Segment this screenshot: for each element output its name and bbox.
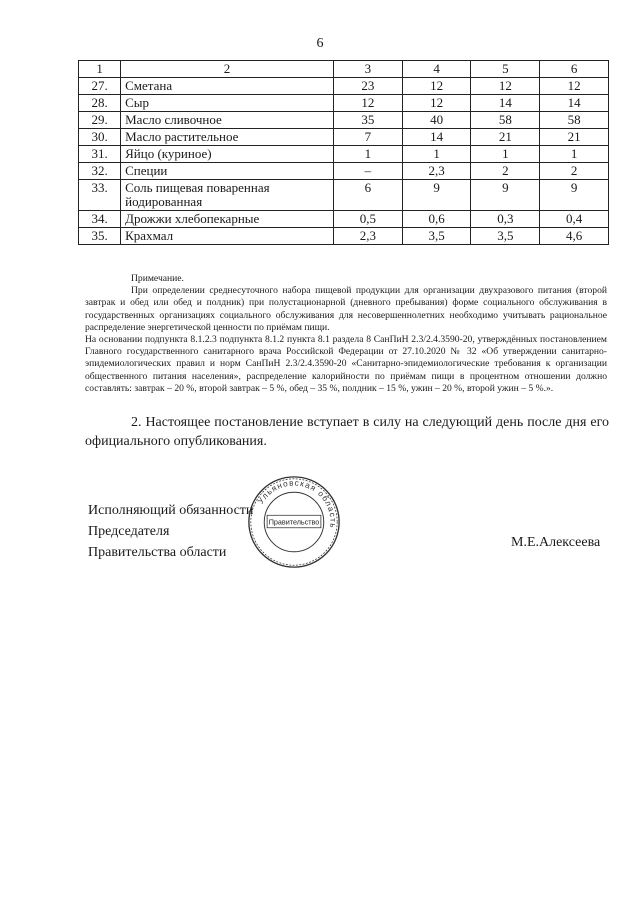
product-name-cell: Сметана [121,78,334,95]
norm-value-cell: 35 [333,112,402,129]
norm-value-cell: 40 [402,112,471,129]
table-row [79,112,609,129]
note-label: Примечание. [131,273,184,284]
table-row [79,129,609,146]
norm-value-cell: 14 [402,129,471,146]
norm-value-cell: 21 [540,129,609,146]
norm-value-cell: 3,5 [471,228,540,245]
official-seal [246,474,342,570]
norm-value-cell: 0,4 [540,211,609,228]
table-row [79,146,609,163]
norm-value-cell: 7 [333,129,402,146]
product-name-cell: Дрожжи хлебопекарные [121,211,334,228]
norm-value-cell: 14 [540,95,609,112]
norm-value-cell: 4,6 [540,228,609,245]
norm-value-cell: 58 [471,112,540,129]
signatory-line-1: Исполняющий обязанности [88,503,254,518]
norm-value-cell: 3,5 [402,228,471,245]
norm-value-cell: 14 [471,95,540,112]
food-norms-table [78,60,609,245]
row-number-cell: 31. [79,146,121,163]
signatory-line-3: Правительства области [88,545,227,560]
norm-value-cell: 9 [402,180,471,211]
norm-value-cell: 1 [471,146,540,163]
table-row [79,211,609,228]
row-number-cell: 33. [79,180,121,211]
table-row [79,180,609,211]
note-paragraph-2: На основании подпункта 8.1.2.3 подпункта 8.1.2 пункта 8.1 раздела 8 СанПиН 2.3/2.4.3590-20, утверждённых постановлением Главного государственного санитарного врача Российской Федерации от 27.10.2020 № 32 «Об утверждении санитарно-эпидемиологических правил и норм СанПиН 2.3/2.4.3590-20 «Санитарно-эпидемиологические требования к организации общественного питания населения», распределение калорийности по приёмам пищи в процентном отношении должно составлять: завтрак – 20 %, второй завтрак – 5 %, обед – 35 %, полдник – 15 %, ужин – 20 %, второй ужин – 5 %.». [85,334,607,394]
table-header-row [79,61,609,78]
product-name-cell: Соль пищевая поваренная йодированная [121,180,334,211]
row-number-cell: 30. [79,129,121,146]
norm-value-cell: 1 [402,146,471,163]
row-number-cell: 28. [79,95,121,112]
column-number-header: 2 [121,61,334,78]
page-number: 6 [316,36,324,51]
seal-ring-text: Ульяновская область [256,478,338,530]
table-row [79,228,609,245]
table-row [79,95,609,112]
norm-value-cell: 2 [540,163,609,180]
norm-value-cell: 2,3 [333,228,402,245]
norm-value-cell: 2,3 [402,163,471,180]
table-row [79,78,609,95]
signatory-name: М.Е.Алексеева [511,535,601,550]
row-number-cell: 27. [79,78,121,95]
signatory-line-2: Председателя [88,524,170,539]
norm-value-cell: 9 [540,180,609,211]
row-number-cell: 32. [79,163,121,180]
note-paragraph-1: При определении среднесуточного набора пищевой продукции для организации двухразового питания (второй завтрак и обед или обед и полдник) при полустационарной (дневного пребывания) форме социального обслуживания в государственных организациях социального обслуживания для несовершеннолетних необходимо учитывать рациональное распределение энергетической ценности по приёмам пищи. [85,285,607,333]
product-name-cell: Масло сливочное [121,112,334,129]
norm-value-cell: 1 [540,146,609,163]
column-number-header: 3 [333,61,402,78]
norm-value-cell: 6 [333,180,402,211]
norm-value-cell: 12 [402,78,471,95]
norm-value-cell: 9 [471,180,540,211]
norm-value-cell: 0,3 [471,211,540,228]
product-name-cell: Специи [121,163,334,180]
note-block [85,273,607,395]
norm-value-cell: – [333,163,402,180]
column-number-header: 6 [540,61,609,78]
norm-value-cell: 12 [540,78,609,95]
product-name-cell: Масло растительное [121,129,334,146]
norm-value-cell: 0,5 [333,211,402,228]
norm-value-cell: 12 [333,95,402,112]
norm-value-cell: 0,6 [402,211,471,228]
product-name-cell: Яйцо (куриное) [121,146,334,163]
product-name-cell: Крахмал [121,228,334,245]
column-number-header: 5 [471,61,540,78]
norm-value-cell: 12 [471,78,540,95]
column-number-header: 4 [402,61,471,78]
product-name-cell: Сыр [121,95,334,112]
column-number-header: 1 [79,61,121,78]
norm-value-cell: 58 [540,112,609,129]
row-number-cell: 29. [79,112,121,129]
signatory-title [88,500,253,563]
row-number-cell: 34. [79,211,121,228]
norm-value-cell: 2 [471,163,540,180]
norm-value-cell: 12 [402,95,471,112]
seal-center-text: Правительство [268,517,320,527]
norm-value-cell: 21 [471,129,540,146]
norm-value-cell: 23 [333,78,402,95]
row-number-cell: 35. [79,228,121,245]
table-row [79,163,609,180]
clause-2: 2. Настоящее постановление вступает в силу на следующий день после дня его официального опубликования. [85,415,609,449]
norm-value-cell: 1 [333,146,402,163]
